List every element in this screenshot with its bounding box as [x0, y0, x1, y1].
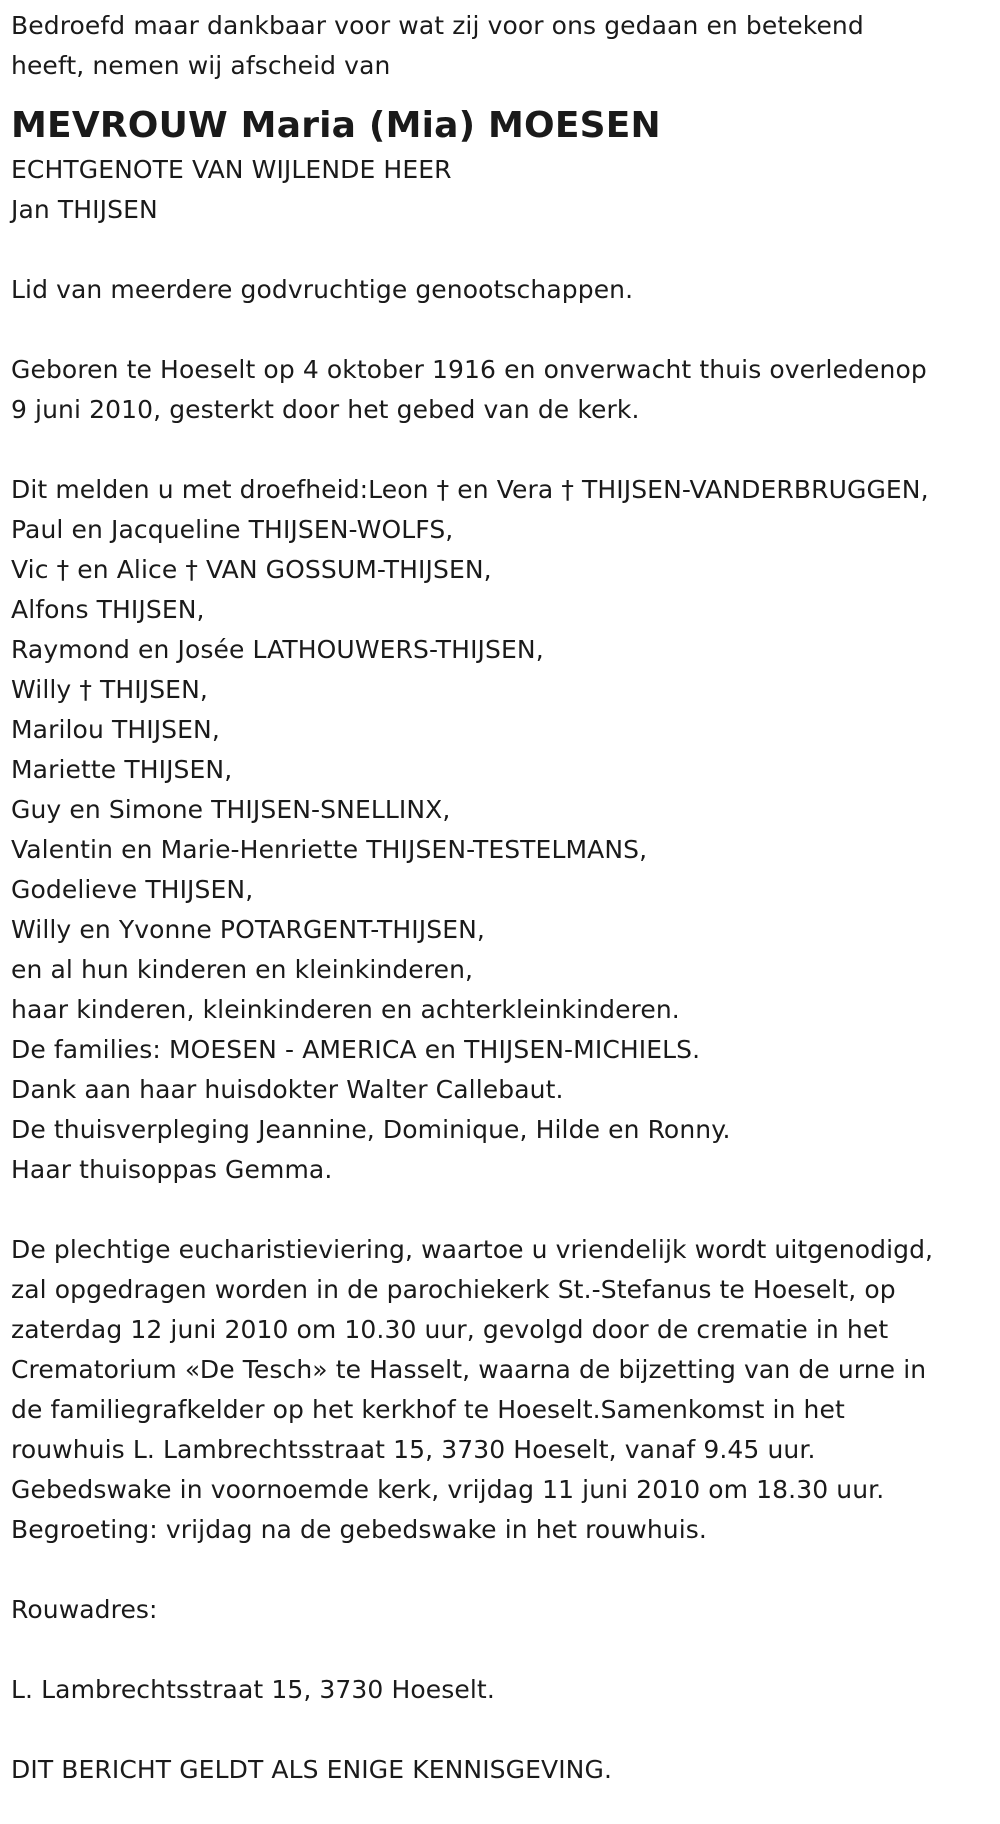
ceremony-details [11, 1230, 996, 1550]
mourner-line: Willy † THIJSEN, [11, 675, 208, 704]
ceremony-line: De plechtige eucharistieviering, waartoe u vriendelijk wordt uitgenodigd, [11, 1235, 934, 1264]
mourner-line: en al hun kinderen en kleinkinderen, [11, 955, 474, 984]
mourner-line: Dit melden u met droefheid:Leon † en Vera † THIJSEN-VANDERBRUGGEN, [11, 475, 929, 504]
ceremony-line: zaterdag 12 juni 2010 om 10.30 uur, gevolgd door de crematie in het [11, 1315, 889, 1344]
mourner-line: Paul en Jacqueline THIJSEN-WOLFS, [11, 515, 454, 544]
membership-line: Lid van meerdere godvruchtige genootschappen. [11, 275, 634, 304]
birth-death-line-1: Geboren te Hoeselt op 4 oktober 1916 en onverwacht thuis overledenop [11, 355, 927, 384]
mourner-line: Alfons THIJSEN, [11, 595, 205, 624]
spouse-line-1: ECHTGENOTE VAN WIJLENDE HEER [11, 155, 452, 184]
mourner-line: Valentin en Marie-Henriette THIJSEN-TESTELMANS, [11, 835, 648, 864]
mourner-line: Dank aan haar huisdokter Walter Callebaut. [11, 1075, 564, 1104]
notice: DIT BERICHT GELDT ALS ENIGE KENNISGEVING. [11, 1755, 612, 1784]
mourner-line: De families: MOESEN - AMERICA en THIJSEN-MICHIELS. [11, 1035, 701, 1064]
mourner-line: Haar thuisoppas Gemma. [11, 1155, 333, 1184]
address-label: Rouwadres: [11, 1595, 158, 1624]
ceremony-line: rouwhuis L. Lambrechtsstraat 15, 3730 Hoeselt, vanaf 9.45 uur. [11, 1435, 816, 1464]
spouse-line-2: Jan THIJSEN [11, 195, 158, 224]
ceremony-line: Begroeting: vrijdag na de gebedswake in het rouwhuis. [11, 1515, 707, 1544]
mourner-line: Marilou THIJSEN, [11, 715, 220, 744]
birth-death-line-2: 9 juni 2010, gesterkt door het gebed van de kerk. [11, 395, 640, 424]
spacer [11, 1710, 996, 1750]
mourner-line: haar kinderen, kleinkinderen en achterkleinkinderen. [11, 995, 680, 1024]
mourner-line: De thuisverpleging Jeannine, Dominique, Hilde en Ronny. [11, 1115, 731, 1144]
deceased-name: MEVROUW Maria (Mia) MOESEN [11, 105, 661, 146]
spacer [11, 1630, 996, 1670]
mourner-line: Vic † en Alice † VAN GOSSUM-THIJSEN, [11, 555, 492, 584]
mourner-line: Godelieve THIJSEN, [11, 875, 254, 904]
mourners-list [11, 470, 996, 1190]
mourner-line: Mariette THIJSEN, [11, 755, 233, 784]
mourner-line: Guy en Simone THIJSEN-SNELLINX, [11, 795, 451, 824]
spacer [11, 430, 996, 470]
spacer [11, 310, 996, 350]
ceremony-line: Crematorium «De Tesch» te Hasselt, waarna de bijzetting van de urne in [11, 1355, 927, 1384]
spacer [11, 1550, 996, 1590]
ceremony-line: de familiegrafkelder op het kerkhof te Hoeselt.Samenkomst in het [11, 1395, 845, 1424]
mourner-line: Willy en Yvonne POTARGENT-THIJSEN, [11, 915, 485, 944]
ceremony-line: zal opgedragen worden in de parochiekerk St.-Stefanus te Hoeselt, op [11, 1275, 896, 1304]
ceremony-line: Gebedswake in voornoemde kerk, vrijdag 11 juni 2010 om 18.30 uur. [11, 1475, 885, 1504]
spacer [11, 230, 996, 270]
obituary-notice [11, 6, 996, 1790]
intro-line-1: Bedroefd maar dankbaar voor wat zij voor ons gedaan en betekend [11, 11, 864, 40]
address: L. Lambrechtsstraat 15, 3730 Hoeselt. [11, 1675, 495, 1704]
mourner-line: Raymond en Josée LATHOUWERS-THIJSEN, [11, 635, 544, 664]
intro-line-2: heeft, nemen wij afscheid van [11, 51, 391, 80]
spacer [11, 1190, 996, 1230]
